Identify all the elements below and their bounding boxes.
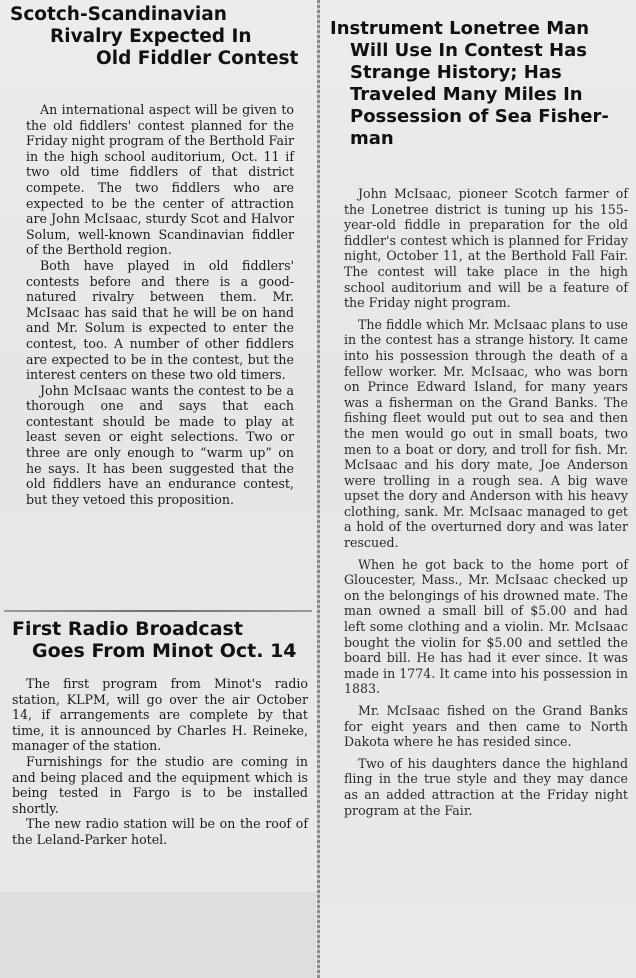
paragraph: Furnishings for the studio are coming in and being placed and the equipment which is being tested in Fargo is to be installed shortly. [12, 753, 308, 816]
paragraph: John McIsaac, pioneer Scotch farmer of the Lonetree district is tuning up his 155-year-old fiddle in preparation for the old fiddler's contest which is planned for Friday night, October 11, at the Berthold Fall Fair. The contest will take place in the high school auditorium and will be a feature of the Friday night program. [344, 186, 628, 311]
left-column [0, 0, 316, 892]
paragraph: An international aspect will be given to the old fiddlers' contest planned for the Friday night program of the Berthold Fair in the high school auditorium, Oct. 11 if two old time fiddlers of that district compete. The two fiddlers who are expected to be the center of attraction are John McIsaac, sturdy Scot and Halvor Solum, well-known Scandinavian fiddler of the Berthold region. [26, 102, 294, 258]
column-rule [317, 0, 320, 978]
paragraph: Mr. McIsaac fished on the Grand Banks for eight years and then came to North Dakota where he has resided since. [344, 703, 628, 750]
headline-line: First Radio Broadcast [12, 618, 243, 640]
headline-line: Goes From Minot Oct. 14 [32, 640, 297, 662]
headline-line: Instrument Lonetree Man [330, 18, 590, 39]
paragraph: The first program from Minot's radio station, KLPM, will go over the air October 14, if arrangements are complete by that time, it is announced by Charles H. Reineke, manager of the station. [12, 676, 308, 754]
headline-instrument [322, 0, 636, 186]
headline-radio [0, 618, 316, 676]
article-scotch-scandinavian [0, 0, 316, 602]
article-instrument [322, 0, 636, 818]
article-divider [4, 610, 312, 612]
paragraph: The new radio station will be on the roof of the Leland-Parker hotel. [12, 816, 308, 847]
article-body-radio [0, 676, 316, 876]
headline-scotch [0, 0, 316, 84]
right-column [322, 0, 636, 978]
headline-line: man [350, 128, 394, 149]
article-radio-broadcast [0, 618, 316, 876]
headline-line: Possession of Sea Fisher- [350, 106, 609, 127]
blank-area [0, 892, 316, 978]
headline-line: Old Fiddler Contest [96, 48, 299, 69]
headline-line: Strange History; Has [350, 62, 562, 83]
paragraph: Both have played in old fiddlers' contests before and there is a good-natured rivalry between them. Mr. McIsaac has said that he will be on hand and Mr. Solum is expected to enter the contest, too. A number of other fiddlers are expected to be in the contest, but the interest centers on these two old timers. [26, 257, 294, 383]
article-body-scotch [0, 84, 316, 602]
paragraph: John McIsaac wants the contest to be a thorough one and says that each contestant should be made to play at least seven or eight selections. Two or three are only enough to “warm up” on he says. It has been suggested that the old fiddlers have an endurance contest, but they vetoed this proposition. [26, 382, 294, 507]
headline-line: Traveled Many Miles In [350, 84, 583, 105]
headline-line: Rivalry Expected In [50, 26, 252, 47]
paragraph: The fiddle which Mr. McIsaac plans to use in the contest has a strange history. It came into his possession through the death of a fellow worker. Mr. McIsaac, who was born on Prince Edward Island, for many years was a fisherman on the Grand Banks. The fishing fleet would put out to sea and then the men would go out in small boats, two men to a boat or dory, and troll for fish. Mr. McIsaac and his dory mate, Joe Anderson were trolling in a rough sea. A big wave upset the dory and Anderson with his heavy clothing, sank. Mr. McIsaac managed to get a hold of the overturned dory and was later rescued. [344, 316, 628, 551]
paragraph: Two of his daughters dance the highland fling in the true style and they may dance as an added attraction at the Friday night program at the Fair. [344, 755, 628, 818]
article-body-instrument [322, 186, 636, 818]
headline-line: Scotch-Scandinavian [10, 4, 227, 25]
headline-line: Will Use In Contest Has [350, 40, 587, 61]
paragraph: When he got back to the home port of Gloucester, Mass., Mr. McIsaac checked up on the belongings of his drowned mate. The man owned a small bill of $5.00 and had left some clothing and a violin. Mr. McIsaac bought the violin for $5.00 and settled the board bill. He has had it ever since. It was made in 1774. It came into his possession in 1883. [344, 556, 628, 697]
